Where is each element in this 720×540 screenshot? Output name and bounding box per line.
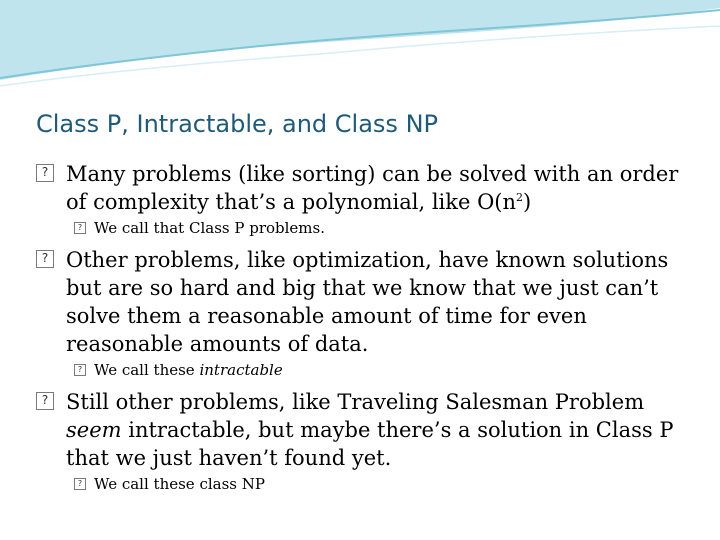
sub-bullet-intractable [36, 360, 686, 380]
sub-bullet-box-icon: ? [74, 364, 86, 376]
wave-fill [0, 0, 720, 80]
emphasis-intractable: intractable [199, 361, 283, 379]
sub-bullet-box-icon: ? [74, 222, 86, 234]
slide-body [36, 160, 686, 502]
slide-title: Class P, Intractable, and Class NP [36, 110, 438, 138]
emphasis-seem: seem [66, 418, 122, 442]
sub-bullet-class-p [36, 218, 686, 238]
bullet-polynomial [36, 160, 686, 216]
bullet-traveling-salesman [36, 388, 686, 472]
sub-bullet-class-np [36, 474, 686, 494]
sub-bullet-text: We call that Class P problems. [94, 219, 325, 237]
sub-bullet-text: We call these class NP [94, 475, 265, 493]
bullet-box-icon: ? [36, 250, 54, 268]
bullet-text-end: ) [523, 190, 532, 214]
superscript: 2 [516, 191, 524, 204]
sub-bullet-text: We call these [94, 361, 200, 379]
bullet-optimization [36, 246, 686, 358]
bullet-text: Still other problems, like Traveling Salesman Problem [66, 390, 645, 414]
bullet-box-icon: ? [36, 392, 54, 410]
bullet-box-icon: ? [36, 164, 54, 182]
decorative-wave-band [0, 0, 720, 95]
sub-bullet-box-icon: ? [74, 478, 86, 490]
bullet-text-end: intractable, but maybe there’s a solution in Class P that we just haven’t found yet. [66, 418, 674, 470]
bullet-text: Many problems (like sorting) can be solved with an order of complexity that’s a polynomial, like O(n [66, 162, 679, 214]
bullet-text: Other problems, like optimization, have known solutions but are so hard and big that we know that we just can’t solve them a reasonable amount of time for even reasonable amounts of data. [66, 248, 669, 356]
